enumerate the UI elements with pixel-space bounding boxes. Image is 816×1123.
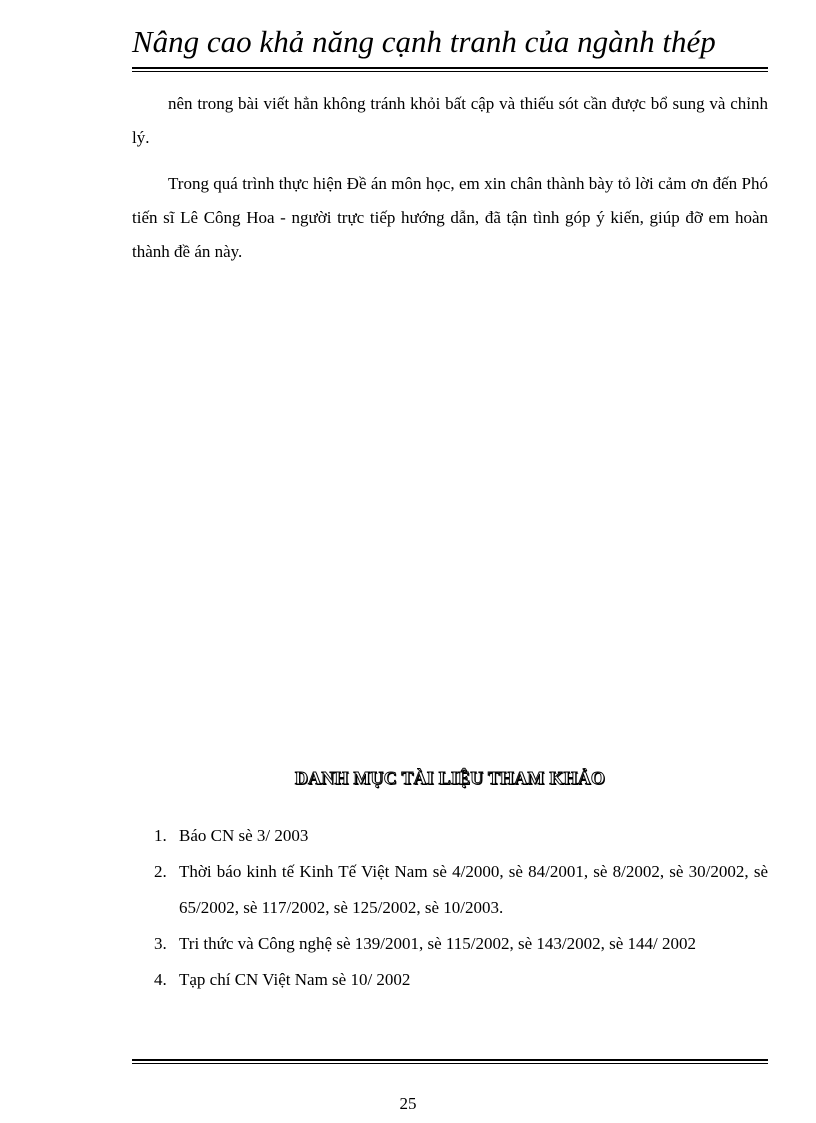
reference-number: 3. xyxy=(154,934,167,953)
running-header-title: Nâng cao khả năng cạnh tranh của ngành thép xyxy=(132,24,716,59)
reference-text: Tạp chí CN Việt Nam sè 10/ 2002 xyxy=(179,970,411,989)
reference-number: 2. xyxy=(154,862,167,881)
body-paragraph: nên trong bài viết hẳn không tránh khỏi bất cập và thiếu sót cần được bổ sung và chỉnh lý. xyxy=(132,94,768,147)
body-text xyxy=(132,87,768,269)
reference-text: Tri thức và Công nghệ sè 139/2001, sè 115/2002, sè 143/2002, sè 144/ 2002 xyxy=(179,934,696,953)
reference-number: 4. xyxy=(154,970,167,989)
reference-text: Thời báo kinh tế Kinh Tế Việt Nam sè 4/2000, sè 84/2001, sè 8/2002, sè 30/2002, sè 65/2002, sè 117/2002, sè 125/2002, sè 10/2003. xyxy=(179,862,768,917)
reference-item xyxy=(132,854,768,926)
reference-number: 1. xyxy=(154,826,167,845)
references-list xyxy=(132,818,768,998)
reference-item xyxy=(132,926,768,962)
footer-rule xyxy=(132,1059,768,1064)
reference-text: Báo CN sè 3/ 2003 xyxy=(179,826,309,845)
body-paragraph: Trong quá trình thực hiện Đề án môn học, em xin chân thành bày tỏ lời cảm ơn đến Phó tiến sĩ Lê Công Hoa - người trực tiếp hướng dẫn, đã tận tình góp ý kiến, giúp đỡ em hoàn thành đề án này. xyxy=(132,174,768,261)
header-rule xyxy=(132,67,768,72)
reference-item xyxy=(132,962,768,998)
page-number: 25 xyxy=(399,1094,417,1113)
reference-item xyxy=(132,818,768,854)
references-heading: DANH MỤC TÀI LIỆU THAM KHẢO xyxy=(294,768,606,788)
